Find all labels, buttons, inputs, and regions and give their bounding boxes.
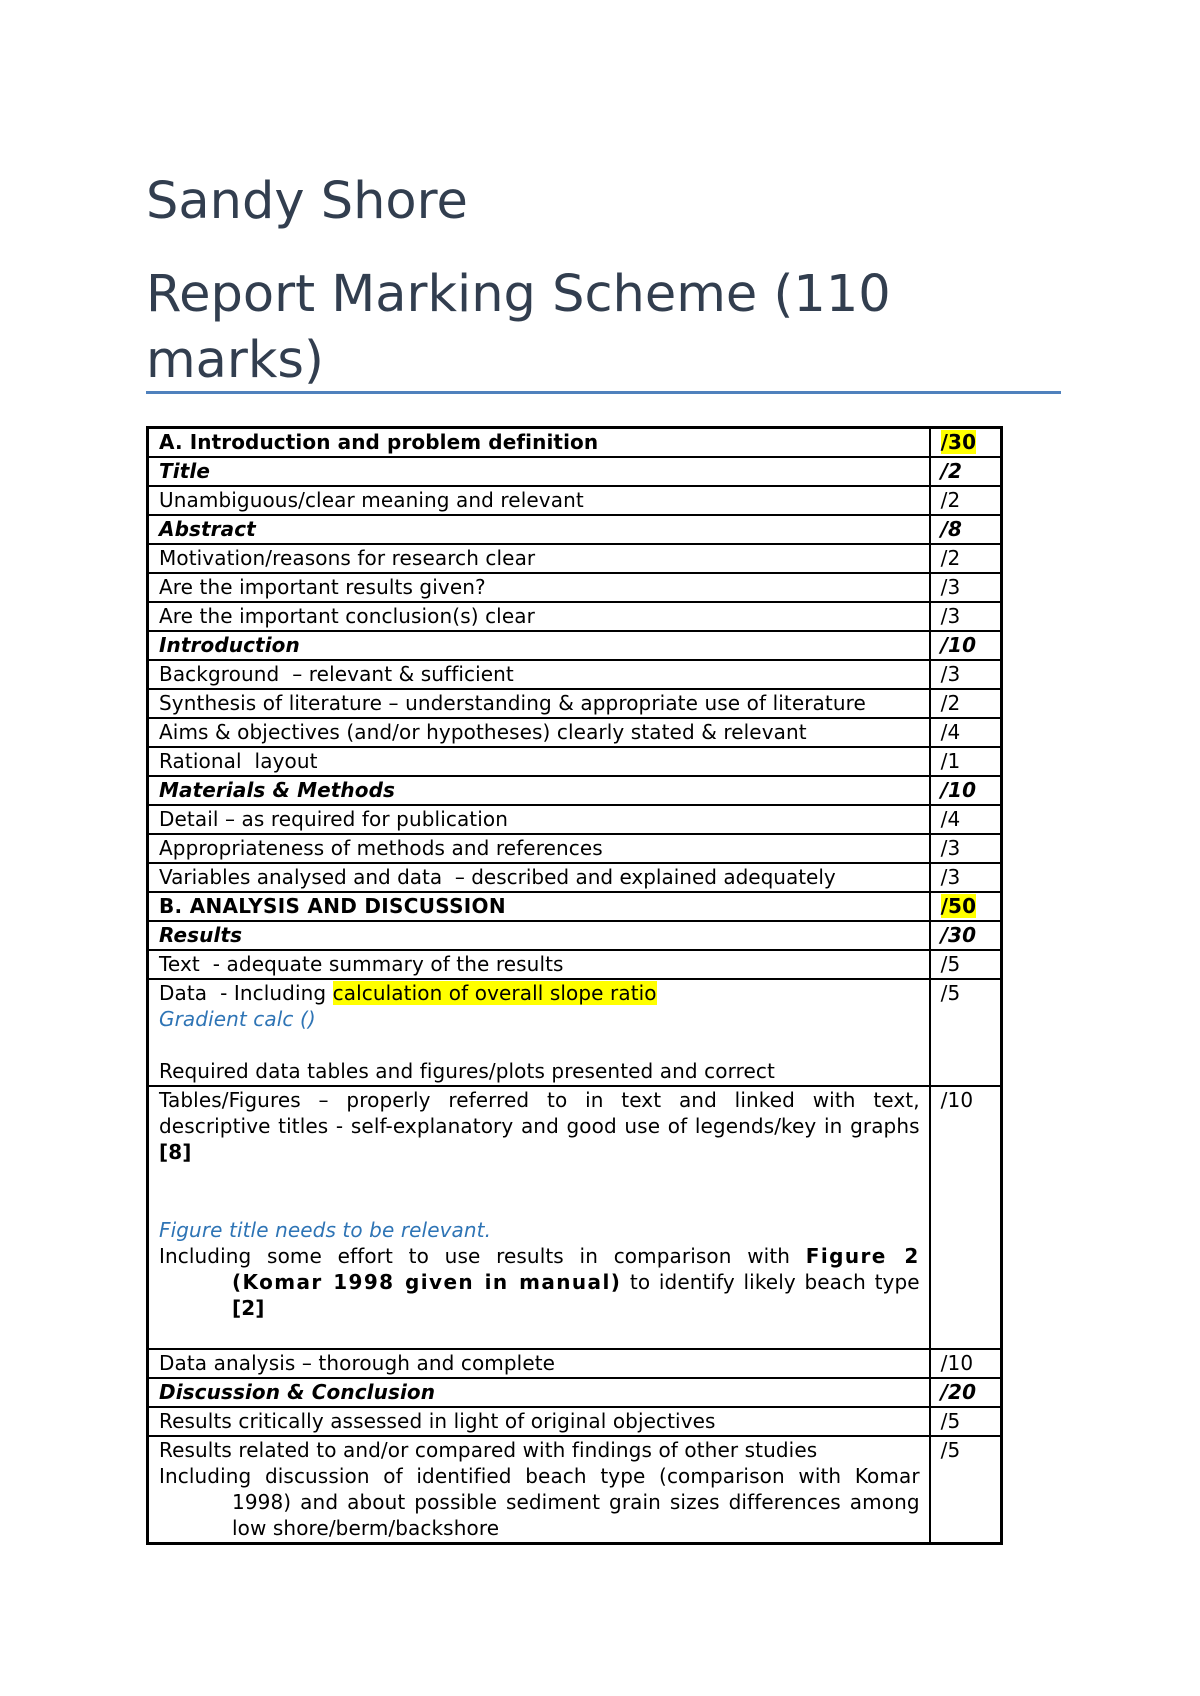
document-title: Sandy Shore	[146, 172, 468, 231]
mark-value: /2	[930, 689, 1002, 718]
mark-value: /5	[930, 950, 1002, 979]
marking-scheme-table	[146, 426, 1003, 1545]
criterion-row	[148, 573, 1002, 602]
criterion-label: Detail – as required for publication	[148, 805, 930, 834]
mark-value: /30	[930, 921, 1002, 950]
section-row-b	[148, 892, 1002, 921]
sub-mark: [2]	[232, 1296, 265, 1320]
tutor-note: Gradient calc ()	[159, 1007, 316, 1031]
criterion-label: Are the important results given?	[148, 573, 930, 602]
criterion-label: Motivation/reasons for research clear	[148, 544, 930, 573]
criterion-text: Required data tables and figures/plots presented and correct	[159, 1059, 775, 1083]
criterion-row	[148, 834, 1002, 863]
criterion-row-figures	[148, 1086, 1002, 1349]
criterion-row	[148, 747, 1002, 776]
mark-value: /5	[930, 1436, 1002, 1544]
criterion-label: Abstract	[148, 515, 930, 544]
blank-line	[159, 1321, 920, 1347]
mark-value: /3	[930, 602, 1002, 631]
criterion-label	[148, 1086, 930, 1349]
tutor-note: Figure title needs to be relevant.	[159, 1218, 492, 1242]
criterion-text: Results related to and/or compared with findings of other studies	[159, 1438, 818, 1462]
criterion-label: B. ANALYSIS AND DISCUSSION	[148, 892, 930, 921]
criterion-label	[148, 979, 930, 1086]
criterion-row	[148, 1349, 1002, 1378]
criterion-label: Materials & Methods	[148, 776, 930, 805]
criterion-row	[148, 805, 1002, 834]
mark-value: /2	[930, 544, 1002, 573]
subsection-row-introduction	[148, 631, 1002, 660]
mark-value	[930, 892, 1002, 921]
criterion-paragraph	[159, 1087, 920, 1165]
mark-value: /3	[930, 573, 1002, 602]
criterion-label: Results critically assessed in light of original objectives	[148, 1407, 930, 1436]
criterion-label	[148, 689, 930, 718]
highlighted-mark: /50	[940, 894, 977, 918]
criterion-text: Synthesis of literature – understanding & appropriate use of literature	[159, 691, 866, 715]
criterion-label: Aims & objectives (and/or hypotheses) clearly stated & relevant	[148, 718, 930, 747]
criterion-label: Appropriateness of methods and references	[148, 834, 930, 863]
mark-value: /4	[930, 805, 1002, 834]
mark-value: /10	[930, 776, 1002, 805]
criterion-label: Text - adequate summary of the results	[148, 950, 930, 979]
criterion-label: Data analysis – thorough and complete	[148, 1349, 930, 1378]
mark-value: /3	[930, 863, 1002, 892]
criterion-paragraph	[159, 1243, 920, 1321]
criterion-row	[148, 1407, 1002, 1436]
mark-value	[930, 428, 1002, 458]
blank-lines	[159, 1165, 920, 1217]
mark-value: /2	[930, 457, 1002, 486]
criterion-label: Rational layout	[148, 747, 930, 776]
criterion-label: A. Introduction and problem definition	[148, 428, 930, 458]
criterion-row	[148, 863, 1002, 892]
mark-value: /20	[930, 1378, 1002, 1407]
criterion-row	[148, 689, 1002, 718]
document-subtitle: Report Marking Scheme (110 marks)	[146, 265, 891, 390]
section-row-a	[148, 428, 1002, 458]
criterion-row	[148, 950, 1002, 979]
criterion-text: Including some effort to use results in comparison with	[159, 1244, 806, 1268]
subsection-row-abstract	[148, 515, 1002, 544]
mark-value: /3	[930, 834, 1002, 863]
subsection-row-title	[148, 457, 1002, 486]
criterion-row	[148, 718, 1002, 747]
mark-value: /8	[930, 515, 1002, 544]
criterion-label: Unambiguous/clear meaning and relevant	[148, 486, 930, 515]
criterion-label: Background – relevant & sufficient	[148, 660, 930, 689]
criterion-row	[148, 1436, 1002, 1544]
mark-value: /3	[930, 660, 1002, 689]
criterion-row	[148, 544, 1002, 573]
sub-mark: [8]	[159, 1140, 192, 1164]
criterion-label: Discussion & Conclusion	[148, 1378, 930, 1407]
title-underline	[146, 391, 1061, 394]
highlighted-mark: /30	[940, 430, 977, 454]
criterion-label: Results	[148, 921, 930, 950]
criterion-label: Variables analysed and data – described and explained adequately	[148, 863, 930, 892]
criterion-row	[148, 486, 1002, 515]
mark-value: /10	[930, 1349, 1002, 1378]
mark-value: /10	[930, 631, 1002, 660]
criterion-row	[148, 602, 1002, 631]
criterion-label: Are the important conclusion(s) clear	[148, 602, 930, 631]
mark-value: /5	[930, 1407, 1002, 1436]
criterion-text: Tables/Figures – properly referred to in text and linked with text, descriptive titles - self-explanatory and good use of legends/key in graphs	[159, 1088, 920, 1138]
mark-value: /4	[930, 718, 1002, 747]
mark-value: /5	[930, 979, 1002, 1086]
subsection-row-results	[148, 921, 1002, 950]
mark-value: /10	[930, 1086, 1002, 1349]
data-line	[159, 980, 920, 1006]
criterion-label: Introduction	[148, 631, 930, 660]
subsection-row-methods	[148, 776, 1002, 805]
highlighted-text: calculation of overall slope ratio	[332, 981, 657, 1005]
blank-line	[159, 1032, 920, 1058]
mark-value: /1	[930, 747, 1002, 776]
subsection-row-discussion	[148, 1378, 1002, 1407]
criterion-label: Title	[148, 457, 930, 486]
reference-text: Figure 2 (Komar 1998 given in manual)	[232, 1244, 920, 1294]
data-lead: Data - Including	[159, 981, 333, 1005]
criterion-text: Including discussion of identified beach type (comparison with Komar 1998) and about possible sediment grain sizes differences among low shore/berm/backshore	[159, 1464, 920, 1540]
mark-value: /2	[930, 486, 1002, 515]
criterion-row	[148, 660, 1002, 689]
criterion-row-data	[148, 979, 1002, 1086]
criterion-text: to identify likely beach type	[621, 1270, 920, 1294]
criterion-label	[148, 1436, 930, 1544]
